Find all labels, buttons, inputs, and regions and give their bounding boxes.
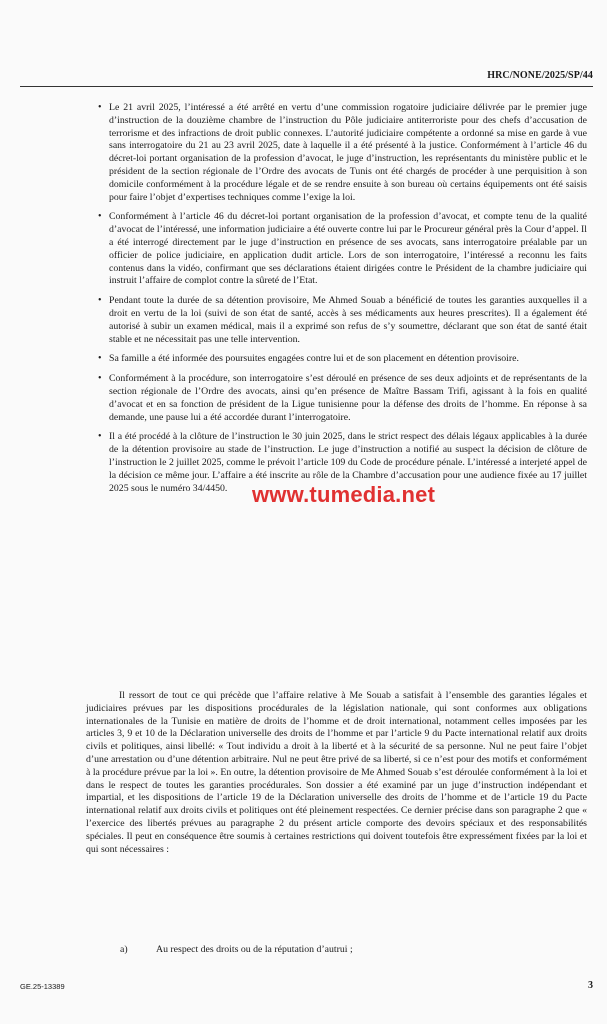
watermark-text: www.tumedia.net — [252, 482, 436, 507]
bullet-item: • Conformément à l’article 46 du décret-loi portant organisation de la profession d’avocat, et compte tenu de la qualité d’avocat de l’intéressé, une information judiciaire a été ouverte contre lui par le Procureur général près la Cour d’appel. Il a été interrogé directement par le juge d’instruction en présence de ses avocats, sans interrogatoire préalable par un officier de police judiciaire, en application dudit article. Lors de son interrogatoire, l’intéressé a reconnu les faits contenus dans la vidéo, confirmant que ses déclarations étaient dirigées contre le Président de la chambre judiciaire qui instruit l’affaire de complot contre la sûreté de l’Etat. — [109, 211, 587, 288]
header-rule — [20, 86, 593, 87]
bullet-item: • Il a été procédé à la clôture de l’instruction le 30 juin 2025, dans le strict respect des délais légaux applicables à la durée de la détention provisoire au stade de l’instruction. Le juge d’instruction a notifié au suspect la décision de clôture de l’instruction le 2 juillet 2025, comme le prévoit l’article 109 du Code de procédure pénale. L’intéressé a interjeté appel de la décision ce même jour. L’affaire a été inscrite au rôle de la Chambre d’accusation pour une audience fixée au 17 juillet 2025 sous le numéro 34/4450. — [109, 431, 587, 495]
document-symbol: HRC/NONE/2025/SP/44 — [487, 70, 593, 81]
bullet-list — [109, 102, 587, 502]
page-number: 3 — [588, 980, 593, 991]
sub-item-text: Au respect des droits ou de la réputation d’autrui ; — [156, 944, 353, 955]
footer-doc-number: GE.25-13389 — [20, 982, 65, 991]
bullet-item: • Sa famille a été informée des poursuites engagées contre lui et de son placement en détention provisoire. — [109, 353, 587, 366]
body-paragraph: Il ressort de tout ce qui précède que l’affaire relative à Me Souab a satisfait à l’ensemble des garanties légales et judiciaires prévues par les dispositions procédurales de la législation nationale, qui sont conformes aux obligations internationales de la Tunisie en matière de droits de l’homme et de droit international, notamment celles imposées par les articles 3, 9 et 10 de la Déclaration universelle des droits de l’homme et par l’article 9 du Pacte international relatif aux droits civils et politiques, ainsi libellé: « Tout individu a droit à la liberté et à la sécurité de sa personne. Nul ne peut faire l’objet d’une arrestation ou d’une détention arbitraire. Nul ne peut être privé de sa liberté, si ce n’est pour des motifs et conformément à la procédure prévue par la loi ». En outre, la détention provisoire de Me Ahmed Souab s’est déroulée conformément à la loi et dans le respect de toutes les garanties procédurales. Son dossier a été examiné par un juge d’instruction indépendant et impartial, et les dispositions de l’article 19 de la Déclaration universelle des droits de l’homme et de l’article 19 du Pacte international relatif aux droits civils et politiques ont été pleinement respectées. Ce dernier précise dans son paragraphe 2 que « l’exercice des libertés prévues au paragraphe 2 du présent article comporte des devoirs spéciaux et des responsabilités spéciales. Il peut en conséquence être soumis à certaines restrictions qui doivent toutefois être expressément fixées par la loi et qui sont nécessaires : — [86, 690, 587, 855]
bullet-item: • Pendant toute la durée de sa détention provisoire, Me Ahmed Souab a bénéficié de toutes les garanties auxquelles il a droit en vertu de la loi (suivi de son état de santé, accès à ses médicaments aux heures prescrites). Il a également été autorisé à subir un examen médical, mais il a exprimé son refus de s’y soumettre, déclarant que son état de santé était stable et ne nécessitait pas une telle intervention. — [109, 295, 587, 346]
bullet-item: • Conformément à la procédure, son interrogatoire s’est déroulé en présence de ses deux adjoints et de représentants de la section régionale de l’Ordre des avocats, ainsi qu’en présence de Maître Bassam Trifi, agissant à la fois en qualité d’avocat et en sa fonction de président de la Ligue tunisienne pour la défense des droits de l’homme. En réponse à sa demande, une pause lui a été accordée durant l’interrogatoire. — [109, 373, 587, 424]
bullet-item: • Le 21 avril 2025, l’intéressé a été arrêté en vertu d’une commission rogatoire judiciaire délivrée par le premier juge d’instruction de la douzième chambre de l’instruction du Pôle judiciaire antiterroriste pour des chefs d’accusation de terrorisme et des infractions de droit public connexes. L’autorité judiciaire compétente a ordonné sa mise en garde à vue sans interrogatoire du 21 au 23 avril 2025, date à laquelle il a été présenté à la justice. Conformément à l’article 46 du décret-loi portant organisation de la profession d’avocat, le juge d’instruction, les représentants du ministère public et le président de la section régionale de l’Ordre des avocats de Tunis ont été chargés de procéder à une perquisition à son domicile conformément à la procédure légale et de se rendre ensuite à son bureau où certains équipements ont été saisis pour faire l’objet d’expertises techniques comme l’exige la loi. — [109, 102, 587, 204]
sub-item — [120, 944, 580, 957]
sub-item-label: a) — [120, 944, 128, 955]
